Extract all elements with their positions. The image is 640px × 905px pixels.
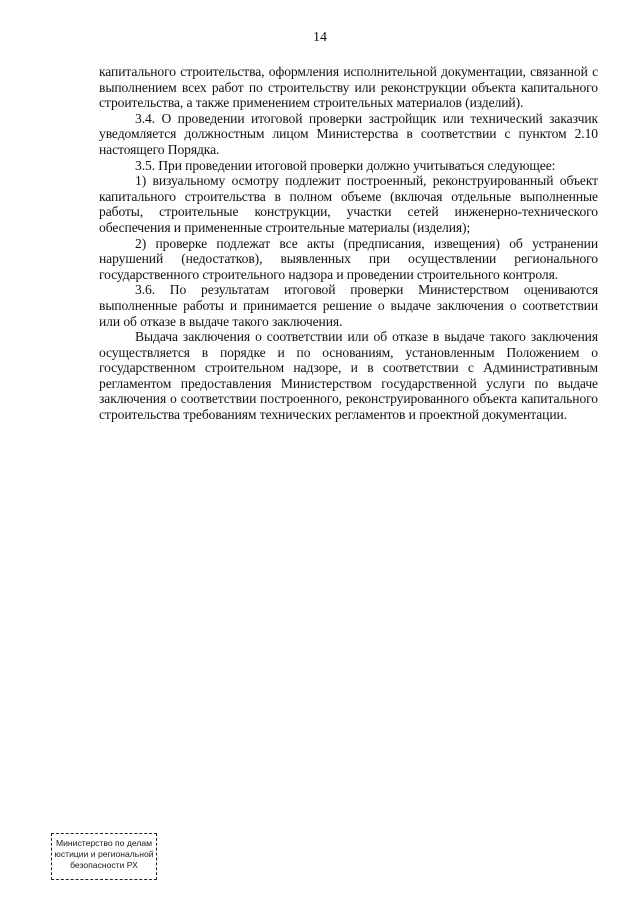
paragraph-3-5: 3.5. При проведении итоговой проверки должно учитываться следующее: [135,157,556,173]
document-body [99,64,598,423]
paragraph-issuance: Выдача заключения о соответствии или об отказе в выдаче такого заключения осуществляется в порядке и по основаниям, установленным Положением о государственном строительном надзоре, и в соответствии с Административным регламентом предоставления Министерством государственной услуги по выдаче заключения о соответствии построенного, реконструированного объекта капитального строительства требованиям технических регламентов и проектной документации. [99,329,598,423]
paragraph-continuation: капитального строительства, оформления исполнительной документации, связанной с выполнением всех работ по строительству или реконструкции объекта капитального строительства, а также применением строительных материалов (изделий). [99,64,598,111]
paragraph-3-6: 3.6. По результатам итоговой проверки Министерством оцениваются выполненные работы и принимается решение о выдаче заключения о соответствии или об отказе в выдаче такого заключения. [99,282,598,329]
ministry-stamp [51,833,157,880]
paragraph-3-5-item-1: 1) визуальному осмотру подлежит построенный, реконструированный объект капитального строительства в полном объеме (включая отдельные выполненные работы, строительные конструкции, участки сетей инженерно-технического обеспечения и примененные строительные материалы (изделия); [99,173,598,235]
stamp-line: юстиции и региональной [54,849,154,859]
paragraph-3-5-item-2: 2) проверке подлежат все акты (предписания, извещения) об устранении нарушений (недостатков), выявленных при осуществлении регионального государственного строительного надзора и проведении строительного контроля. [99,235,598,282]
stamp-line: безопасности РХ [70,860,138,870]
paragraph-3-4: 3.4. О проведении итоговой проверки застройщик или технический заказчик уведомляется должностным лицом Министерства в соответствии с пунктом 2.10 настоящего Порядка. [99,110,598,157]
page-number: 14 [313,30,327,45]
stamp-line: Министерство по делам [55,838,153,848]
